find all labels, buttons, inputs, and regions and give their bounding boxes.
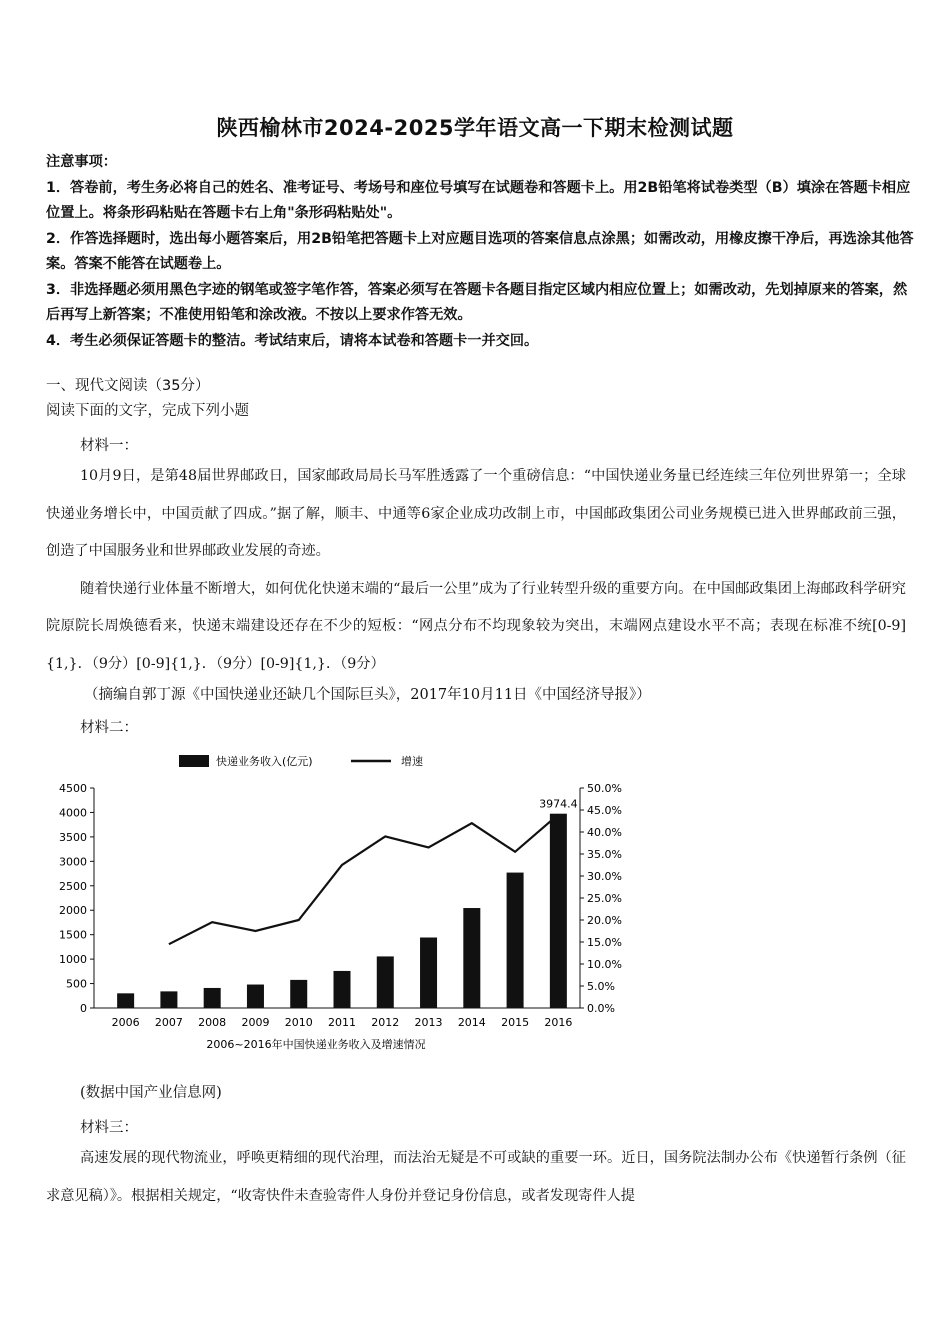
citation: （摘编自郭丁源《中国快递业还缺几个国际巨头》，2017年10月11日《中国经济导报》） <box>84 687 651 703</box>
right-tick-label: 25.0% <box>587 892 622 905</box>
right-tick-label: 20.0% <box>587 914 622 927</box>
right-tick-label: 50.0% <box>587 782 622 795</box>
revenue-bar <box>377 956 394 1008</box>
paragraph-one: 10月9日，是第48届世界邮政日，国家邮政局局长马军胜透露了一个重磅信息：“中国快递业务量已经连续三年位列世界第一；全球快递业务增长中，中国贡献了四成。”据了解，顺丰、中通等6家企业成功改制上市，中国邮政集团公司业务规模已进入世界邮政前三强，创造了中国服务业和世界邮政业发展的奇迹。 <box>46 468 906 559</box>
x-tick-label: 2014 <box>457 1016 486 1029</box>
legend-label-growth: 增速 <box>401 755 423 768</box>
data-label-2016: 3974.4 <box>539 797 578 811</box>
left-tick-label: 1000 <box>59 953 87 967</box>
x-tick-label: 2006 <box>111 1016 140 1029</box>
paragraph-two: 随着快递行业体量不断增大，如何优化快递末端的“最后一公里”成为了行业转型升级的重要方向。在中国邮政集团上海邮政科学研究院原院长周焕德看来，快递末端建设还存在不少的短板：“网点分布不均现象较为突出，末端网点建设水平不高；表现在标准不统[0-9]{1,}．（9分）[0-9]{1,}．（9分）[0-9]{1,}．（9分） <box>46 580 906 672</box>
revenue-bar <box>420 938 437 1008</box>
express-revenue-chart <box>46 742 636 1060</box>
instruction: 阅读下面的文字，完成下列小题 <box>46 403 249 419</box>
revenue-bar <box>507 873 524 1008</box>
revenue-bar <box>290 980 307 1008</box>
x-tick-label: 2007 <box>154 1016 183 1029</box>
note-item: 2．作答选择题时，选出每小题答案后，用2B铅笔把答题卡上对应题目选项的答案信息点涂黑；如需改动，用橡皮擦干净后，再选涂其他答案。答案不能答在试题卷上。 <box>46 230 914 272</box>
x-tick-label: 2013 <box>414 1016 443 1029</box>
right-tick-label: 40.0% <box>587 826 622 839</box>
material-two-label: 材料二： <box>80 720 138 736</box>
left-tick-label: 2500 <box>59 879 87 893</box>
right-tick-label: 5.0% <box>587 980 615 993</box>
left-tick-label: 3500 <box>59 830 87 844</box>
notes-block <box>46 150 916 354</box>
right-tick-label: 45.0% <box>587 804 622 817</box>
right-tick-label: 0.0% <box>587 1002 615 1015</box>
page-title: 陕西榆林市2024-2025学年语文高一下期末检测试题 <box>216 116 734 140</box>
paragraph-three: 高速发展的现代物流业，呼唤更精细的现代治理，而法治无疑是不可或缺的重要一环。近日，国务院法制办公布《快递暂行条例（征求意见稿）》。根据相关规定，“收寄快件未查验寄件人身份并登记身份信息，或者发现寄件人提 <box>46 1150 906 1204</box>
material-one-label: 材料一： <box>80 438 138 454</box>
revenue-bar <box>117 993 134 1008</box>
left-tick-label: 2000 <box>59 904 87 918</box>
legend-label-revenue: 快递业务收入(亿元) <box>216 755 313 768</box>
right-tick-label: 30.0% <box>587 870 622 883</box>
note-item: 4．考生必须保证答题卡的整洁。考试结束后，请将本试卷和答题卡一并交回。 <box>46 332 539 349</box>
notes-heading: 注意事项： <box>46 154 117 170</box>
left-tick-label: 1500 <box>59 928 87 942</box>
x-tick-label: 2015 <box>501 1016 530 1029</box>
x-tick-label: 2011 <box>328 1016 356 1029</box>
revenue-bar <box>247 985 264 1008</box>
left-tick-label: 4500 <box>59 782 87 795</box>
x-tick-label: 2012 <box>371 1016 400 1029</box>
right-tick-label: 15.0% <box>587 936 622 949</box>
material-three-body <box>46 1140 906 1215</box>
note-item: 3．非选择题必须用黑色字迹的钢笔或签字笔作答，答案必须写在答题卡各题目指定区域内相应位置上；如需改动，先划掉原来的答案，然后再写上新答案；不准使用铅笔和涂改液。不按以上要求作答无效。 <box>46 281 908 323</box>
x-tick-label: 2009 <box>241 1016 270 1029</box>
revenue-bar <box>204 988 221 1008</box>
material-one-body <box>46 458 906 683</box>
x-tick-label: 2010 <box>284 1016 313 1029</box>
note-item: 1．答卷前，考生务必将自己的姓名、准考证号、考场号和座位号填写在试题卷和答题卡上。用2B铅笔将试卷类型（B）填涂在答题卡相应位置上。将条形码粘贴在答题卡右上角"条形码粘贴处"。 <box>46 179 911 221</box>
data-source: (数据中国产业信息网) <box>80 1085 222 1101</box>
revenue-bar <box>334 971 351 1008</box>
revenue-bar <box>160 991 177 1008</box>
section-heading: 一、现代文阅读（35分） <box>46 378 210 394</box>
growth-line <box>169 814 559 944</box>
left-tick-label: 3000 <box>59 855 87 869</box>
right-tick-label: 35.0% <box>587 848 622 861</box>
chart-title: 2006~2016年中国快递业务收入及增速情况 <box>206 1038 426 1051</box>
material-three-label: 材料三： <box>80 1120 138 1136</box>
revenue-bar <box>550 814 567 1008</box>
x-tick-label: 2008 <box>198 1016 227 1029</box>
revenue-bar <box>463 908 480 1008</box>
left-tick-label: 4000 <box>59 806 87 820</box>
left-tick-label: 500 <box>66 977 87 991</box>
x-tick-label: 2016 <box>544 1016 573 1029</box>
legend-bar-swatch <box>179 755 209 767</box>
right-tick-label: 10.0% <box>587 958 622 971</box>
left-tick-label: 0 <box>80 1002 87 1015</box>
